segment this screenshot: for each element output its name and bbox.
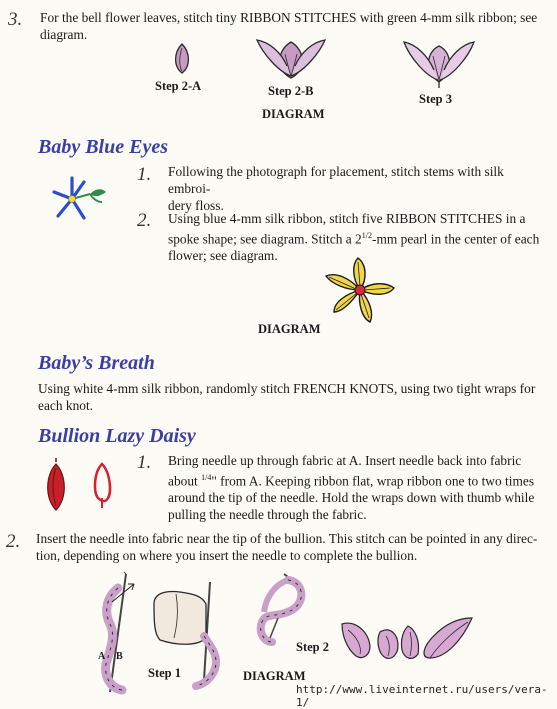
- fraction: 1/4: [201, 473, 212, 482]
- bullion-step1-ribbon-needle-illustration: [88, 572, 148, 696]
- text-line: [168, 469, 553, 489]
- step-2b-label: Step 2-B: [268, 84, 314, 98]
- point-a-label: A: [98, 651, 106, 662]
- text-fragment: spoke shape; see diagram. Stitch a 2: [168, 231, 362, 247]
- text-line: pulling the needle through the fabric.: [168, 507, 367, 523]
- text-line: tion, depending on where you insert the needle to complete the bullion.: [36, 548, 418, 563]
- text-line: Insert the needle into fabric near the tip of the bullion. This stitch can be pointed in any direc-: [36, 531, 538, 546]
- diagram-label: DIAGRAM: [243, 669, 306, 683]
- text-line: around the tip of the needle. Hold the wraps down with thumb while: [168, 490, 535, 506]
- step-2-label: Step 2: [296, 640, 329, 654]
- flower-step-3-illustration: [400, 32, 478, 90]
- bud-step-2b-illustration: [255, 32, 327, 80]
- step-number: 3.: [8, 9, 23, 30]
- step-3-label: Step 3: [419, 92, 452, 106]
- text-line: Using blue 4-mm silk ribbon, stitch five RIBBON STITCHES in a: [168, 211, 526, 226]
- text-line: diagram.: [40, 27, 88, 42]
- text-line: Following the photograph for placement, stitch stems with silk embroi-: [168, 164, 504, 196]
- text-line: For the bell flower leaves, stitch tiny RIBBON STITCHES with green 4-mm silk ribbon; see: [40, 10, 538, 25]
- bullion-step2-text: [36, 530, 554, 564]
- step-number: 1.: [137, 452, 152, 473]
- point-b-label: B: [116, 651, 123, 662]
- step-number: 2.: [6, 531, 21, 552]
- text-line: Bring needle up through fabric at A. Insert needle back into fabric: [168, 453, 522, 468]
- fraction: 1/2: [361, 231, 372, 240]
- text-fragment: " from A. Keeping ribbon flat, wrap ribbon one to two times: [211, 473, 535, 489]
- text-line: each knot.: [38, 398, 94, 413]
- baby-blue-eyes-step1-text: [168, 163, 548, 214]
- bullion-step1-text: [168, 452, 553, 523]
- babys-breath-text: [38, 380, 550, 414]
- text-line: [168, 227, 548, 247]
- bullion-lazy-daisy-icon: [42, 458, 112, 516]
- bud-step-2a-illustration: [170, 42, 194, 76]
- text-line: Using white 4-mm silk ribbon, randomly stitch FRENCH KNOTS, using two tight wraps for: [38, 381, 536, 396]
- diagram-label: DIAGRAM: [262, 107, 325, 121]
- step-number: 2.: [137, 210, 152, 231]
- section-heading-bullion-lazy-daisy: Bullion Lazy Daisy: [38, 425, 196, 447]
- text-line: flower; see diagram.: [168, 248, 278, 264]
- section-heading-babys-breath: Baby’s Breath: [38, 352, 155, 374]
- section-heading-baby-blue-eyes: Baby Blue Eyes: [38, 136, 168, 158]
- step-1-label: Step 1: [148, 666, 181, 680]
- text-fragment: -mm pearl in the center of each: [371, 231, 540, 247]
- five-petal-flower-diagram: [322, 256, 398, 326]
- baby-blue-eyes-flower-icon: [46, 172, 108, 224]
- watermark-url: http://www.liveinternet.ru/users/vera-1/: [296, 683, 548, 709]
- step-number: 1.: [137, 164, 152, 185]
- text-fragment: about: [168, 473, 202, 489]
- diagram-label: DIAGRAM: [258, 322, 321, 336]
- bullion-petal-open-illustration: [416, 612, 476, 662]
- text-line: dery floss.: [168, 198, 224, 213]
- step-2a-label: Step 2-A: [155, 79, 202, 93]
